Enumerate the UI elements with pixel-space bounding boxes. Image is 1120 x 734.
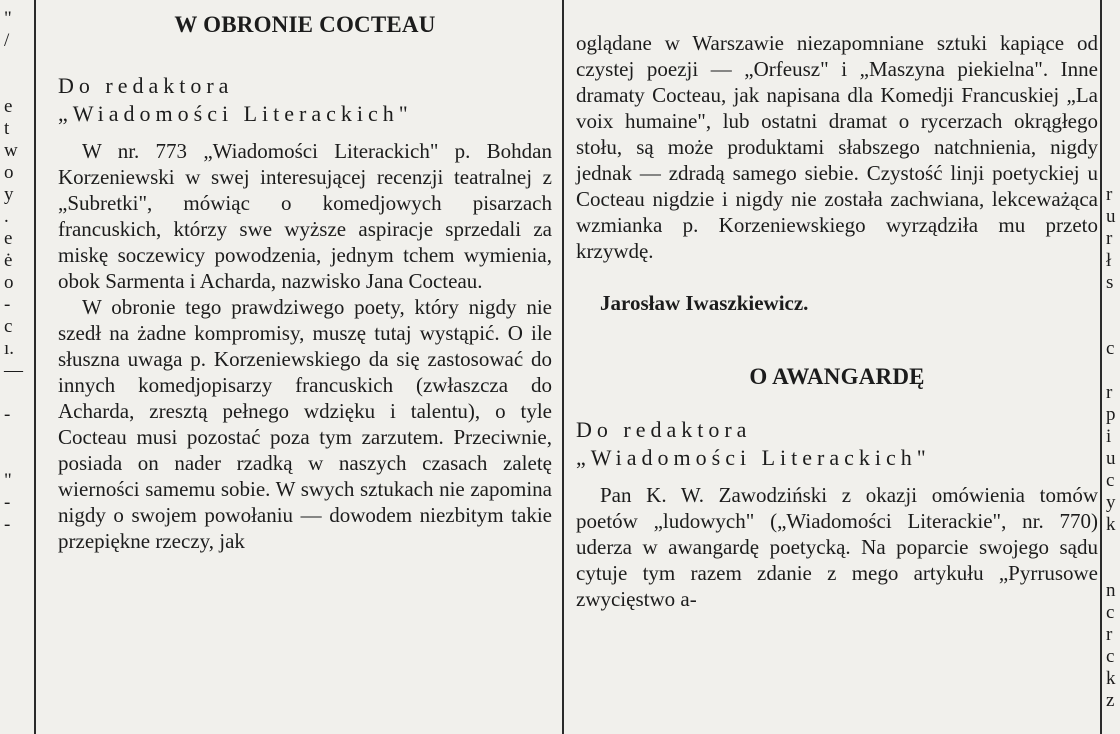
right-edge-fragment: z xyxy=(1106,690,1115,711)
left-edge-fragment xyxy=(4,74,23,96)
right-edge-fragment xyxy=(1106,140,1116,162)
column-rule-left xyxy=(34,0,36,734)
right-edge-fragment xyxy=(1106,74,1116,96)
right-edge-fragment: k xyxy=(1106,514,1116,535)
left-edge-fragment: t xyxy=(4,118,10,139)
right-edge-fragment: ł xyxy=(1106,250,1112,271)
right-edge-fragment: u xyxy=(1106,448,1116,469)
left-edge-fragment xyxy=(4,448,23,470)
left-edge-fragment: - xyxy=(4,514,11,535)
left-edge-fragment: ė xyxy=(4,250,13,271)
right-edge-fragment: c xyxy=(1106,470,1115,491)
article-2-dedication-1: Do redaktora xyxy=(576,417,752,442)
left-edge-fragment xyxy=(4,426,23,448)
left-edge-fragment: - xyxy=(4,404,11,425)
column-2 xyxy=(576,0,1098,612)
right-edge-fragment xyxy=(1106,558,1116,580)
article-1-title: W OBRONIE COCTEAU xyxy=(174,12,436,37)
right-edge-fragment: r xyxy=(1106,624,1113,645)
article-2-paragraph-1: Pan K. W. Zawodziński z okazji omówienia tomów poetów „ludowych" („Wiadomości Literackie", nr. 770) uderza w awangardę poetycką. Na poparcie swojego sądu cytuje tym razem zdanie z mego artykułu „Pyrrusowe zwycięstwo a- xyxy=(576,483,1098,611)
right-edge-fragment xyxy=(1106,30,1116,52)
left-edge-fragment: " xyxy=(4,8,12,29)
left-edge-fragment: e xyxy=(4,96,13,117)
right-edge-fragment: y xyxy=(1106,492,1116,513)
right-edge-fragment xyxy=(1106,162,1116,184)
column-rule-right xyxy=(1100,0,1102,734)
left-edge-fragment: w xyxy=(4,140,18,161)
left-edge-fragment xyxy=(4,382,23,404)
left-edge-fragment: y xyxy=(4,184,14,205)
left-edge-fragment: — xyxy=(4,360,23,381)
left-edge-fragment: " xyxy=(4,470,12,491)
article-1-signature: Jarosław Iwaszkiewicz. xyxy=(600,291,809,315)
right-edge-fragment xyxy=(1106,8,1116,30)
right-edge-fragment: s xyxy=(1106,272,1114,293)
right-edge-fragment: u xyxy=(1106,206,1116,227)
column-rule-middle xyxy=(562,0,564,734)
right-edge-fragment: r xyxy=(1106,228,1113,249)
right-edge-fragment xyxy=(1106,96,1116,118)
right-edge-fragment: c xyxy=(1106,602,1115,623)
right-edge-fragment: i xyxy=(1106,426,1112,447)
article-1-dedication-1: Do redaktora xyxy=(58,73,234,98)
right-edge-fragment xyxy=(1106,360,1116,382)
left-edge-fragment: c xyxy=(4,316,13,337)
left-edge-fragment: o xyxy=(4,162,14,183)
left-edge-fragment: ı. xyxy=(4,338,15,359)
left-edge-fragment: o xyxy=(4,272,14,293)
right-edge-fragment xyxy=(1106,118,1116,140)
left-edge-fragment xyxy=(4,52,23,74)
right-edge-fragment: p xyxy=(1106,404,1116,425)
right-edge-fragment xyxy=(1106,536,1116,558)
right-edge-fragment xyxy=(1106,52,1116,74)
article-1-continuation: oglądane w Warszawie niezapomniane sztuki kapiące od czystej poezji — „Orfeusz" i „Maszyna piekielna". Inne dramaty Cocteau, jak napisana dla Komedji Francuskiej „La voix humaine", lub ostatni dramat o rycerzach okrągłego stołu, są może produktami słabszego natchnienia, nigdy jednak — zdradą samego siebie. Czystość linji poetyckiej u Cocteau nigdzie i nigdy nie została zachwiana, lekceważąca wzmianka p. Korzeniewskiego wyrządziła mu przeto krzywdę. xyxy=(576,31,1098,263)
article-2-dedication-2: „Wiadomości Literackich" xyxy=(576,445,931,470)
right-edge-fragment: c xyxy=(1106,338,1115,359)
right-edge-column xyxy=(1106,8,1116,712)
article-2-title: O AWANGARDĘ xyxy=(749,364,925,389)
right-edge-fragment: r xyxy=(1106,382,1113,403)
left-edge-fragment: - xyxy=(4,492,11,513)
left-edge-column xyxy=(4,8,23,536)
article-1-dedication-2: „Wiadomości Literackich" xyxy=(58,101,413,126)
article-1-paragraph-2: W obronie tego prawdziwego poety, który nigdy nie szedł na żadne kompromisy, muszę tutaj wystąpić. O ile słuszna uwaga p. Korzeniewskiego da się zastosować do innych komedjopisarzy francuskich (zwłaszcza do Acharda, zresztą pełnego wdzięku i talentu), o tyle Cocteau musi pozostać poza tym zarzutem. Przeciwnie, posiada on nader rzadką w naszych czasach zaletę wierności samemu sobie. W swych sztukach nie zapomina nigdy o swojem powołaniu — dowodem niezbitym takie przepiękne rzeczy, jak xyxy=(58,295,552,553)
right-edge-fragment: r xyxy=(1106,184,1113,205)
left-edge-fragment: . xyxy=(4,206,9,227)
article-1-paragraph-1: W nr. 773 „Wiadomości Literackich" p. Bohdan Korzeniewski w swej interesującej recenzji teatralnej z „Subretki", mówiąc o komedjowych pisarzach francuskich, którzy swe wyższe aspiracje sprzedali za miskę soczewicy powodzenia, jednym tchem wymienia, obok Sarmenta i Acharda, nazwisko Jana Cocteau. xyxy=(58,139,552,293)
left-edge-fragment: / xyxy=(4,30,10,51)
column-1 xyxy=(58,0,552,554)
right-edge-fragment: c xyxy=(1106,646,1115,667)
right-edge-fragment: k xyxy=(1106,668,1116,689)
right-edge-fragment: n xyxy=(1106,580,1116,601)
left-edge-fragment: e xyxy=(4,228,13,249)
left-edge-fragment: - xyxy=(4,294,11,315)
right-edge-fragment xyxy=(1106,294,1116,316)
right-edge-fragment xyxy=(1106,316,1116,338)
